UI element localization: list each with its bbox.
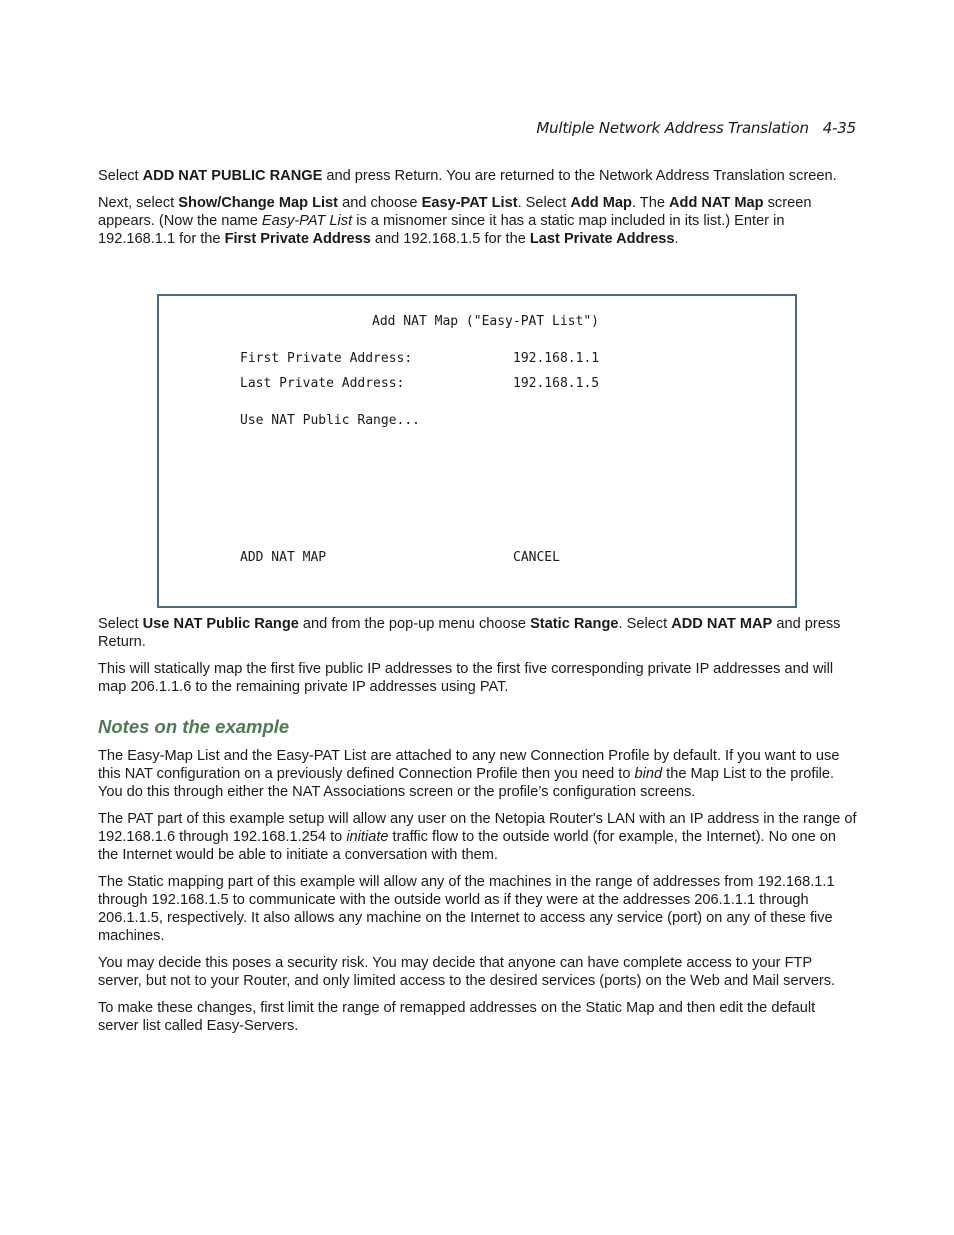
first-private-address-field[interactable]: 192.168.1.1: [513, 351, 600, 366]
bold-text: Use NAT Public Range: [142, 616, 299, 632]
text: is a misnomer since it has a static map included in its list.) Enter in 192.168.1.1 for the: [98, 213, 785, 247]
paragraph-2: [98, 194, 858, 248]
bold-text: Static Range: [530, 616, 619, 632]
paragraph-9: To make these changes, first limit the range of remapped addresses on the Static Map and then edit the default server list called Easy-Servers.: [98, 1000, 816, 1034]
screen-title: Add NAT Map ("Easy-PAT List"): [372, 314, 599, 329]
section-heading: Notes on the example: [98, 716, 290, 737]
italic-text: Easy-PAT List: [261, 213, 353, 229]
bold-text: Easy-PAT List: [421, 195, 518, 211]
text: and press Return.: [98, 616, 841, 650]
text: .: [674, 231, 679, 247]
bold-text: ADD NAT PUBLIC RANGE: [142, 168, 323, 184]
intro-text: [98, 167, 858, 257]
bold-text: Add Map: [570, 195, 632, 211]
text: screen appears. (Now the name: [98, 195, 812, 229]
italic-text: initiate: [346, 829, 389, 845]
add-nat-map-screen: [157, 294, 797, 608]
text: and press Return. You are returned to the Network Address Translation screen.: [322, 168, 837, 184]
italic-text: bind: [634, 766, 663, 782]
paragraph-3: [98, 615, 858, 651]
running-header: [536, 119, 856, 137]
header-title: Multiple Network Address Translation: [536, 119, 809, 137]
use-nat-public-range-menu[interactable]: Use NAT Public Range...: [240, 413, 421, 428]
first-private-address-label: First Private Address:: [240, 351, 413, 366]
page-number: 4-35: [822, 119, 856, 137]
paragraph-1: [98, 167, 858, 185]
text: and choose: [338, 195, 422, 211]
add-nat-map-button[interactable]: ADD NAT MAP: [240, 550, 327, 565]
bold-text: First Private Address: [224, 231, 371, 247]
cancel-button[interactable]: CANCEL: [513, 550, 560, 565]
paragraph-4: This will statically map the first five public IP addresses to the first five corresponding private IP addresses and will map 206.1.1.6 to the remaining private IP addresses using PAT.: [98, 661, 834, 695]
text: Select: [98, 616, 143, 632]
paragraph-5: [98, 747, 858, 801]
last-private-address-field[interactable]: 192.168.1.5: [513, 376, 600, 391]
bold-text: ADD NAT MAP: [671, 616, 773, 632]
text: traffic flow to the outside world (for example, the Internet). No one on the Internet would be able to initiate a conversation with them.: [98, 829, 837, 863]
paragraph-6: [98, 810, 858, 864]
text: Select: [98, 168, 143, 184]
text: and 192.168.1.5 for the: [370, 231, 530, 247]
paragraph-7: The Static mapping part of this example will allow any of the machines in the range of addresses from 192.168.1.1 through 192.168.1.5 to communicate with the outside world as if they were at the addresses 206.1.1.1 through 206.1.1.5, respectively. It also allows any machine on the Internet to access any service (port) on any of these five machines.: [98, 874, 835, 944]
bold-text: Add NAT Map: [669, 195, 764, 211]
text: . The: [631, 195, 669, 211]
text: The Easy-Map List and the Easy-PAT List are attached to any new Connection Profile by default. If you want to use this NAT configuration on a previously defined Connection Profile then you need to: [98, 748, 840, 782]
text: . Select: [618, 616, 672, 632]
text: the Map List to the profile. You do this through either the NAT Associations screen or the profile’s configuration screens.: [98, 766, 835, 800]
text: Next, select: [98, 195, 179, 211]
text: . Select: [517, 195, 571, 211]
text: and from the pop-up menu choose: [298, 616, 531, 632]
paragraph-8: You may decide this poses a security risk. You may decide that anyone can have complete access to your FTP server, but not to your Router, and only limited access to the desired services (ports) on the Web and Mail servers.: [98, 955, 836, 989]
body-text: [98, 615, 858, 1044]
text: The PAT part of this example setup will allow any user on the Netopia Router's LAN with an IP address in the range of 192.168.1.6 through 192.168.1.254 to: [98, 811, 857, 845]
bold-text: Last Private Address: [529, 231, 675, 247]
last-private-address-label: Last Private Address:: [240, 376, 405, 391]
bold-text: Show/Change Map List: [178, 195, 339, 211]
